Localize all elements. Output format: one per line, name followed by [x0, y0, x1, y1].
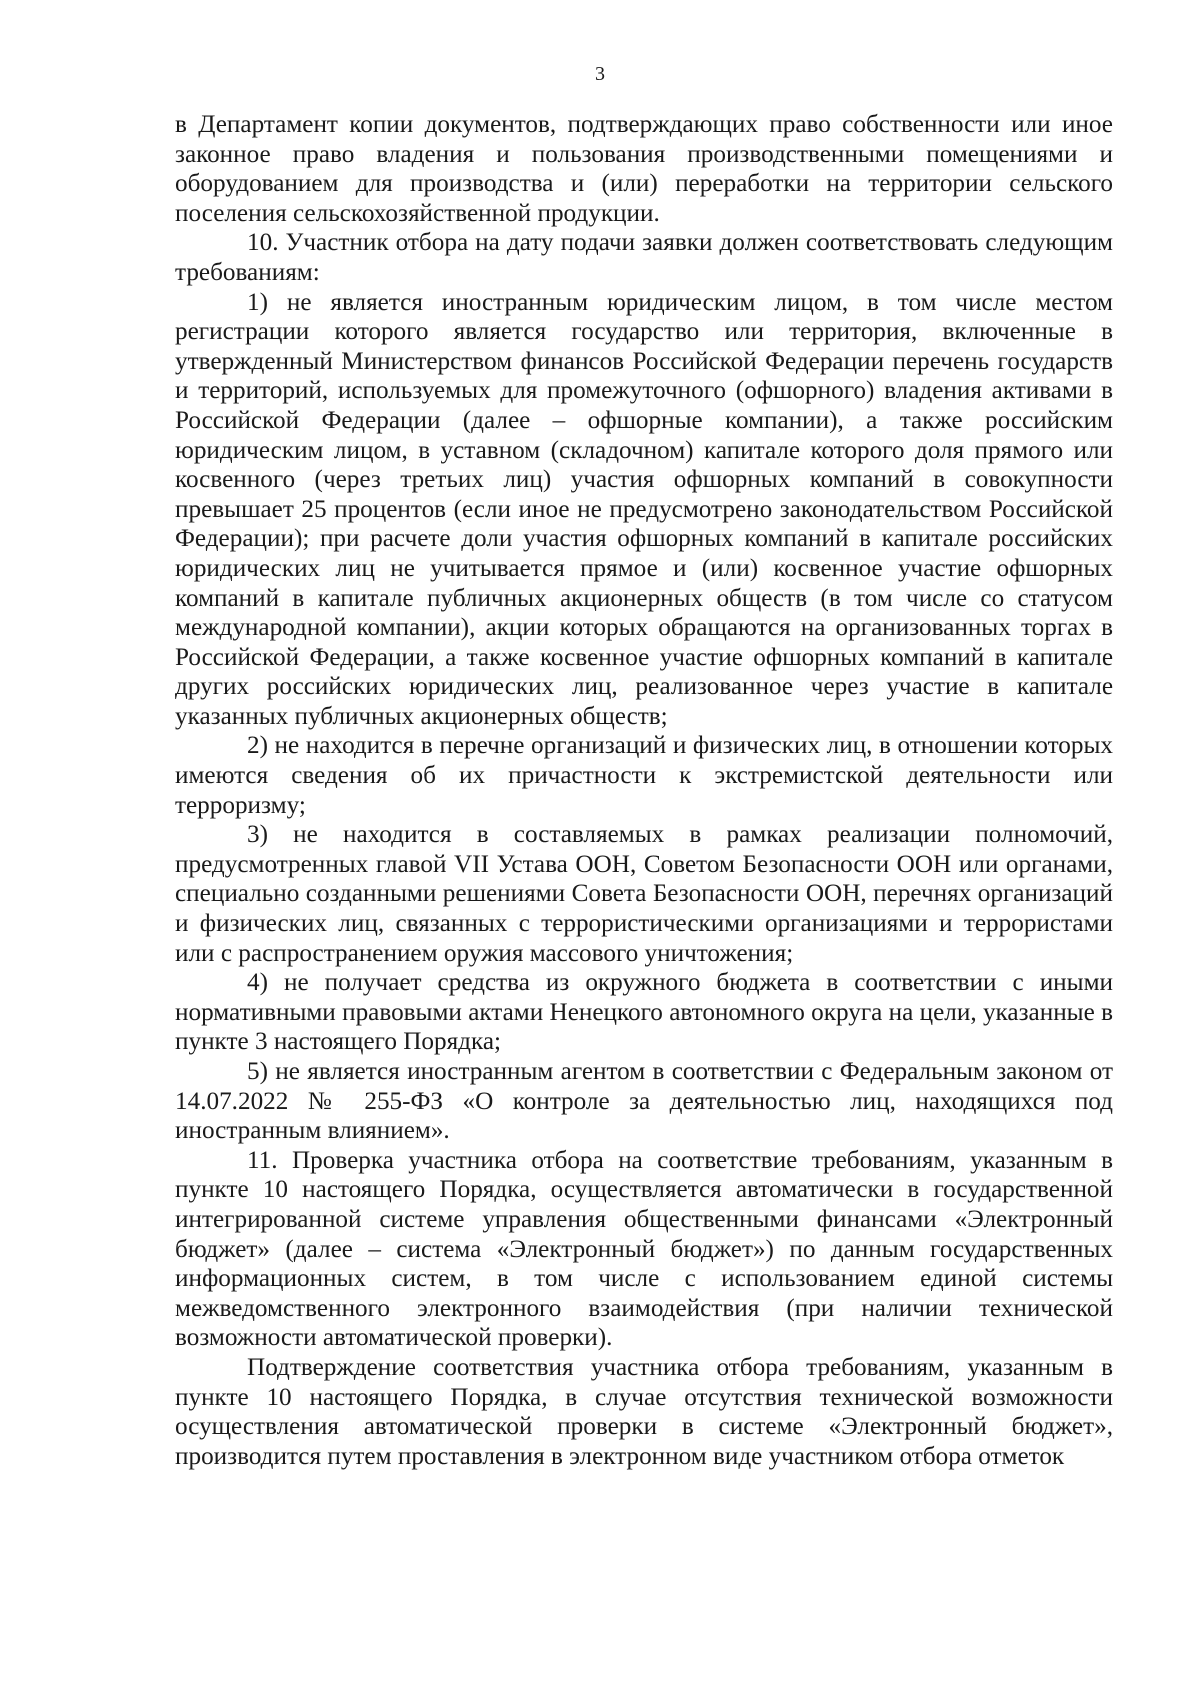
page-number: 3: [595, 63, 605, 85]
paragraph-item-11-confirmation: Подтверждение соответствия участника отбора требованиям, указанным в пункте 10 настоящего Порядка, в случае отсутствия технической возможности осуществления автоматической проверки в системе «Электронный бюджет», производится путем проставления в электронном виде участником отбора отметок: [175, 1353, 1113, 1470]
paragraph-item-10-2: 2) не находится в перечне организаций и физических лиц, в отношении которых имеются сведения об их причастности к экстремистской деятельности или терроризму;: [175, 732, 1113, 819]
paragraph-item-10: 10. Участник отбора на дату подачи заявки должен соответствовать следующим требованиям:: [175, 229, 1113, 286]
paragraph-item-10-4: 4) не получает средства из окружного бюджета в соответствии с иными нормативными правовыми актами Ненецкого автономного округа на цели, указанные в пункте 3 настоящего Порядка;: [175, 969, 1113, 1056]
paragraph-item-10-1: 1) не является иностранным юридическим лицом, в том числе местом регистрации которого является государство или территория, включенные в утвержденный Министерством финансов Российской Федерации перечень государств и территорий, используемых для промежуточного (офшорного) владения активами в Российской Федерации (далее – офшорные компании), а также российским юридическим лицом, в уставном (складочном) капитале которого доля прямого или косвенного (через третьих лиц) участия офшорных компаний в совокупности превышает 25 процентов (если иное не предусмотрено законодательством Российской Федерации); при расчете доли участия офшорных компаний в капитале российских юридических лиц не учитывается прямое и (или) косвенное участие офшорных компаний в капитале публичных акционерных обществ (в том числе со статусом международной компании), акции которых обращаются на организованных торгах в Российской Федерации, а также косвенное участие офшорных компаний в капитале других российских юридических лиц, реализованное через участие в капитале указанных публичных акционерных обществ;: [175, 288, 1113, 730]
document-body: [175, 110, 1113, 1471]
paragraph-item-11: 11. Проверка участника отбора на соответствие требованиям, указанным в пункте 10 настоящего Порядка, осуществляется автоматически в государственной интегрированной системе управления общественными финансами «Электронный бюджет» (далее – система «Электронный бюджет») по данным государственных информационных систем, в том числе с использованием единой системы межведомственного электронного взаимодействия (при наличии технической возможности автоматической проверки).: [175, 1146, 1113, 1352]
paragraph-item-10-3: 3) не находится в составляемых в рамках реализации полномочий, предусмотренных главой VII Устава ООН, Советом Безопасности ООН или органами, специально созданными решениями Совета Безопасности ООН, перечнях организаций и физических лиц, связанных с террористическими организациями и террористами или с распространением оружия массового уничтожения;: [175, 821, 1113, 967]
paragraph-continuation: в Департамент копии документов, подтверждающих право собственности или иное законное право владения и пользования производственными помещениями и оборудованием для производства и (или) переработки на территории сельского поселения сельскохозяйственной продукции.: [175, 111, 1113, 227]
paragraph-item-10-5: 5) не является иностранным агентом в соответствии с Федеральным законом от 14.07.2022 № 255-ФЗ «О контроле за деятельностью лиц, находящихся под иностранным влиянием».: [175, 1058, 1113, 1145]
